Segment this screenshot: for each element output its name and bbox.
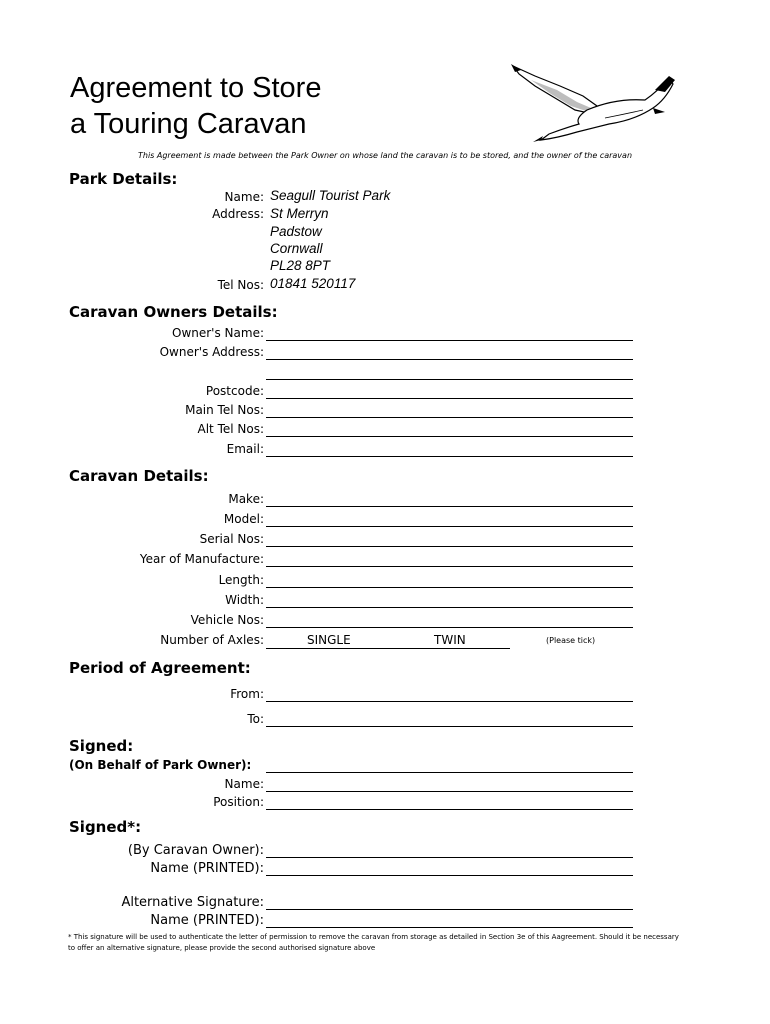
postcode-label: Postcode: <box>205 384 264 398</box>
position-label: Position: <box>213 795 264 809</box>
park-address-label: Address: <box>212 207 264 221</box>
length-label: Length: <box>218 573 264 587</box>
vehicle-field[interactable] <box>266 627 633 628</box>
park-address-line-4: PL28 8PT <box>270 258 331 273</box>
position-field[interactable] <box>266 809 633 810</box>
width-field[interactable] <box>266 607 633 608</box>
make-field[interactable] <box>266 506 633 507</box>
alt-signature-label: Alternative Signature: <box>121 895 264 910</box>
axles-field[interactable] <box>266 648 510 649</box>
by-owner-label: (By Caravan Owner): <box>127 843 264 858</box>
axle-single-option[interactable]: SINGLE <box>307 633 351 647</box>
owner-address-field-1[interactable] <box>266 359 633 360</box>
signed-owner-heading: Signed*: <box>69 818 142 836</box>
model-label: Model: <box>223 512 264 526</box>
axle-twin-option[interactable]: TWIN <box>434 633 466 647</box>
owner-name-field[interactable] <box>266 340 633 341</box>
serial-field[interactable] <box>266 546 633 547</box>
park-name-label: Name: <box>224 190 264 204</box>
owner-name-label: Owner's Name: <box>172 326 264 340</box>
postcode-field[interactable] <box>266 398 633 399</box>
alt-printed-name-label: Name (PRINTED): <box>150 913 264 928</box>
alt-signature-field[interactable] <box>266 909 633 910</box>
period-heading: Period of Agreement: <box>69 659 251 677</box>
footnote: * This signature will be used to authenticate the letter of permission to remove the caravan from storage as detailed in Section 3e of this Aagreement. Should it be necessary to offer an alternative signature, please provide the second authorised signature above <box>68 933 679 952</box>
to-label: To: <box>247 712 264 726</box>
axles-label: Number of Axles: <box>160 633 264 647</box>
park-address-line-3: Cornwall <box>270 241 323 256</box>
signed-heading: Signed: <box>69 737 134 755</box>
owner-address-label: Owner's Address: <box>159 345 264 359</box>
model-field[interactable] <box>266 526 633 527</box>
title-line-1: Agreement to Store <box>70 72 322 104</box>
serial-label: Serial Nos: <box>199 532 264 546</box>
on-behalf-label: (On Behalf of Park Owner): <box>69 758 252 772</box>
email-field[interactable] <box>266 456 633 457</box>
title-line-2: a Touring Caravan <box>70 108 307 140</box>
main-tel-label: Main Tel Nos: <box>185 403 264 417</box>
owner-address-field-2[interactable] <box>266 379 633 380</box>
signer-name-field[interactable] <box>266 791 633 792</box>
alt-tel-label: Alt Tel Nos: <box>197 422 264 436</box>
park-address-line-1: St Merryn <box>270 206 329 221</box>
signer-name-label: Name: <box>224 777 264 791</box>
park-owner-signature-field[interactable] <box>266 772 633 773</box>
caravan-details-heading: Caravan Details: <box>69 467 209 485</box>
year-field[interactable] <box>266 566 633 567</box>
to-field[interactable] <box>266 726 633 727</box>
park-address-line-2: Padstow <box>270 224 322 239</box>
owner-details-heading: Caravan Owners Details: <box>69 303 278 321</box>
park-tel-label: Tel Nos: <box>217 278 264 292</box>
email-label: Email: <box>226 442 264 456</box>
width-label: Width: <box>225 593 264 607</box>
year-label: Year of Manufacture: <box>139 552 264 566</box>
printed-name-label: Name (PRINTED): <box>150 861 264 876</box>
park-details-heading: Park Details: <box>69 170 178 188</box>
please-tick-note: (Please tick) <box>546 636 596 645</box>
park-name-value: Seagull Tourist Park <box>270 188 391 203</box>
main-tel-field[interactable] <box>266 417 633 418</box>
intro-text: This Agreement is made between the Park Owner on whose land the caravan is to be stored, and the owner of the caravan <box>137 151 633 160</box>
printed-name-field[interactable] <box>266 875 633 876</box>
owner-signature-field[interactable] <box>266 857 633 858</box>
alt-printed-name-field[interactable] <box>266 927 633 928</box>
make-label: Make: <box>228 492 264 506</box>
park-tel-value: 01841 520117 <box>270 276 356 291</box>
length-field[interactable] <box>266 587 633 588</box>
from-label: From: <box>230 687 264 701</box>
vehicle-label: Vehicle Nos: <box>190 613 264 627</box>
seagull-logo-icon <box>505 62 677 144</box>
alt-tel-field[interactable] <box>266 436 633 437</box>
from-field[interactable] <box>266 701 633 702</box>
